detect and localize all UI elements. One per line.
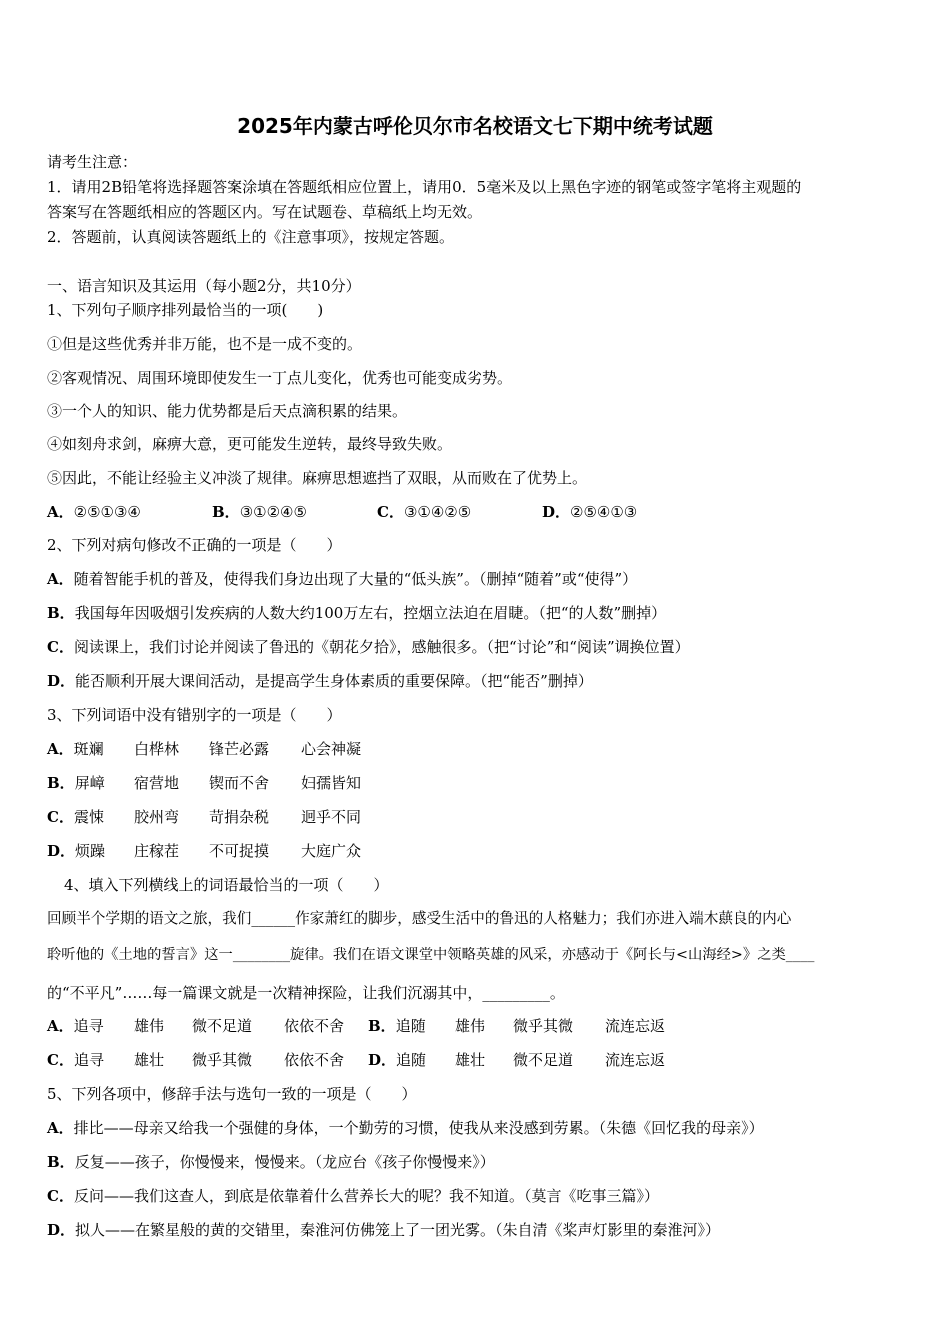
q4-word: 微乎其微 xyxy=(513,1017,574,1035)
q1-option-a[interactable] xyxy=(47,501,141,523)
option-letter: C． xyxy=(47,638,74,656)
q4-option-c[interactable] xyxy=(47,1049,104,1071)
q2-option-d[interactable] xyxy=(47,670,593,692)
option-letter: D． xyxy=(47,1221,76,1239)
q1-sentence-2: ②客观情况、周围环境即使发生一丁点儿变化，优秀也可能变成劣势。 xyxy=(47,369,513,387)
q3-word: 迥乎不同 xyxy=(301,808,362,826)
option-letter: C． xyxy=(377,503,404,521)
q4-word: 微不足道 xyxy=(513,1051,574,1069)
q5-option-c[interactable] xyxy=(47,1185,659,1207)
option-letter: D． xyxy=(47,842,76,860)
q1-sentence-1: ①但是这些优秀并非万能，也不是一成不变的。 xyxy=(47,335,363,353)
question-2-stem: 2、下列对病句修改不正确的一项是（ ） xyxy=(47,536,342,554)
option-letter: D． xyxy=(368,1051,397,1069)
q3-word: 锲而不舍 xyxy=(209,774,270,792)
option-text: 追随 xyxy=(395,1017,426,1035)
q2-option-c[interactable] xyxy=(47,636,690,658)
q3-word: 庄稼茬 xyxy=(134,842,180,860)
q3-option-d[interactable] xyxy=(47,840,105,862)
question-4-stem: 4、填入下列横线上的词语最恰当的一项（ ） xyxy=(64,876,389,894)
option-text: 反复——孩子，你慢慢来，慢慢来。（龙应台《孩子你慢慢来》） xyxy=(74,1153,495,1171)
q4-passage-line-1: 回顾半个学期的语文之旅，我们______作家萧红的脚步，感受生活中的鲁迅的人格魅力；我们亦进入端木蕻良的内心 xyxy=(47,910,792,927)
q4-word: 雄伟 xyxy=(134,1017,165,1035)
q1-sentence-5: ⑤因此，不能让经验主义冲淡了规律。麻痹思想遮挡了双眼，从而败在了优势上。 xyxy=(47,469,588,487)
q3-word: 白桦林 xyxy=(134,740,180,758)
q4-passage-line-3: 的“不平凡”……每一篇课文就是一次精神探险，让我们沉溺其中，_________。 xyxy=(47,984,565,1002)
q2-option-a[interactable] xyxy=(47,568,637,590)
page-title: 2025年内蒙古呼伦贝尔市名校语文七下期中统考试题 xyxy=(237,114,713,138)
option-letter: C． xyxy=(47,1187,74,1205)
option-letter: B． xyxy=(47,604,75,622)
option-letter: B． xyxy=(47,774,75,792)
q3-word: 妇孺皆知 xyxy=(301,774,362,792)
q1-sentence-3: ③一个人的知识、能力优势都是后天点滴积累的结果。 xyxy=(47,402,408,420)
option-text: 排比——母亲又给我一个强健的身体，一个勤劳的习惯，使我从来没感到劳累。（朱德《回忆我的母亲》） xyxy=(73,1119,764,1137)
option-letter: A． xyxy=(47,1119,74,1137)
notice-item-2: 2．答题前，认真阅读答题纸上的《注意事项》，按规定答题。 xyxy=(47,228,455,246)
option-text: 追寻 xyxy=(73,1017,104,1035)
option-letter: A． xyxy=(47,570,74,588)
q3-word: 锋芒必露 xyxy=(209,740,270,758)
notice-item-1-cont: 答案写在答题纸相应的答题区内。写在试题卷、草稿纸上均无效。 xyxy=(47,203,483,221)
option-text: 阅读课上，我们讨论并阅读了鲁迅的《朝花夕拾》，感触很多。（把“讨论”和“阅读”调换位置） xyxy=(73,638,690,656)
option-text: ②⑤①③④ xyxy=(73,503,141,521)
q4-word: 微乎其微 xyxy=(192,1051,253,1069)
q3-word: 心会神凝 xyxy=(301,740,362,758)
option-letter: B． xyxy=(212,503,240,521)
option-text: 我国每年因吸烟引发疾病的人数大约100万左右，控烟立法迫在眉睫。（把“的人数”删掉） xyxy=(74,604,667,622)
q3-word: 大庭广众 xyxy=(301,842,362,860)
notice-item-1: 1．请用2B铅笔将选择题答案涂填在答题纸相应位置上，请用0．5毫米及以上黑色字迹的钢笔或签字笔将主观题的 xyxy=(47,178,802,196)
option-text: 追寻 xyxy=(73,1051,104,1069)
option-text: ③①④②⑤ xyxy=(403,503,472,521)
option-letter: B． xyxy=(368,1017,396,1035)
q1-option-d[interactable] xyxy=(542,501,637,523)
q3-word: 苛捐杂税 xyxy=(209,808,270,826)
question-3-stem: 3、下列词语中没有错别字的一项是（ ） xyxy=(47,706,342,724)
option-letter: C． xyxy=(47,808,74,826)
q4-word: 流连忘返 xyxy=(605,1017,666,1035)
q4-option-b[interactable] xyxy=(368,1015,426,1037)
q4-word: 雄壮 xyxy=(134,1051,165,1069)
option-letter: A． xyxy=(47,1017,74,1035)
option-text: 拟人——在繁星般的黄的交错里，秦淮河仿佛笼上了一团光雾。（朱自清《桨声灯影里的秦淮河》） xyxy=(75,1221,721,1239)
option-text: 随着智能手机的普及，使得我们身边出现了大量的“低头族”。（删掉“随着”或“使得”） xyxy=(73,570,638,588)
q4-word: 依依不舍 xyxy=(284,1017,345,1035)
option-letter: C． xyxy=(47,1051,74,1069)
q5-option-a[interactable] xyxy=(47,1117,764,1139)
option-letter: A． xyxy=(47,503,74,521)
option-text: 斑斓 xyxy=(73,740,104,758)
q4-option-d[interactable] xyxy=(368,1049,426,1071)
q1-option-c[interactable] xyxy=(377,501,471,523)
q4-word: 雄伟 xyxy=(455,1017,486,1035)
question-5-stem: 5、下列各项中，修辞手法与选句一致的一项是（ ） xyxy=(47,1085,417,1103)
q3-option-b[interactable] xyxy=(47,772,105,794)
q2-option-b[interactable] xyxy=(47,602,666,624)
q4-option-a[interactable] xyxy=(47,1015,104,1037)
q4-word: 流连忘返 xyxy=(605,1051,666,1069)
option-text: 能否顺利开展大课间活动，是提高学生身体素质的重要保障。（把“能否”删掉） xyxy=(75,672,593,690)
option-text: ③①②④⑤ xyxy=(239,503,307,521)
q3-option-c[interactable] xyxy=(47,806,104,828)
option-letter: D． xyxy=(542,503,571,521)
q4-word: 雄壮 xyxy=(455,1051,486,1069)
option-text: 反问——我们这查人，到底是依靠着什么营养长大的呢？我不知道。（莫言《吃事三篇》） xyxy=(73,1187,659,1205)
section-heading: 一、语言知识及其运用（每小题2分，共10分） xyxy=(47,277,361,295)
q4-word: 微不足道 xyxy=(192,1017,253,1035)
q3-option-a[interactable] xyxy=(47,738,104,760)
q3-word: 不可捉摸 xyxy=(209,842,270,860)
option-letter: A． xyxy=(47,740,74,758)
notice-heading: 请考生注意： xyxy=(47,153,138,171)
q5-option-d[interactable] xyxy=(47,1219,720,1241)
q3-word: 宿营地 xyxy=(134,774,180,792)
q4-passage-line-2: 聆听他的《土地的誓言》这一________旋律。我们在语文课堂中领略英雄的风采，亦感动于《阿长与<山海经>》之类____ xyxy=(47,947,815,963)
q1-sentence-4: ④如刻舟求剑，麻痹大意，更可能发生逆转，最终导致失败。 xyxy=(47,435,453,453)
q1-option-b[interactable] xyxy=(212,501,307,523)
q3-word: 胶州弯 xyxy=(134,808,180,826)
option-text: 屏嶂 xyxy=(74,774,105,792)
option-text: 追随 xyxy=(396,1051,427,1069)
q5-option-b[interactable] xyxy=(47,1151,495,1173)
question-1-stem: 1、下列句子顺序排列最恰当的一项( ) xyxy=(47,301,324,319)
option-text: 震悚 xyxy=(73,808,104,826)
option-letter: D． xyxy=(47,672,76,690)
option-text: ②⑤④①③ xyxy=(570,503,638,521)
option-letter: B． xyxy=(47,1153,75,1171)
q4-word: 依依不舍 xyxy=(284,1051,345,1069)
option-text: 烦躁 xyxy=(75,842,106,860)
